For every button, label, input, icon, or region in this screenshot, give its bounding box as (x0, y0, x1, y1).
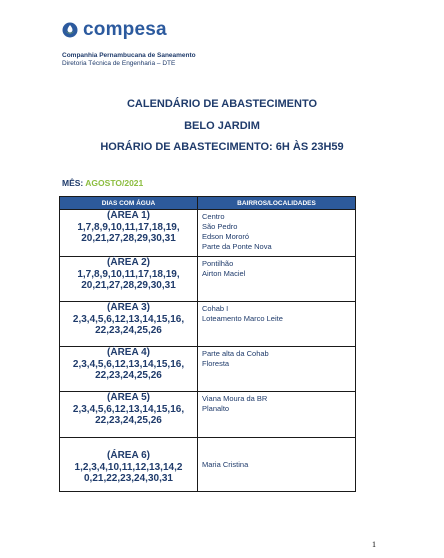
days-line: 0,21,22,23,24,30,31 (84, 473, 173, 484)
document-title: CALENDÁRIO DE ABASTECIMENTO (126, 98, 318, 110)
neighborhoods-cell (198, 257, 356, 302)
area-label: (ÁREA 2) (107, 257, 150, 268)
neighborhoods-cell (198, 438, 356, 492)
table-header-row (60, 197, 356, 210)
neighborhoods-cell (198, 210, 356, 257)
page-number: 1 (372, 540, 376, 549)
days-cell (60, 392, 198, 438)
table-row (60, 302, 356, 347)
days-line: 2,3,4,5,6,12,13,14,15,16, (72, 313, 185, 325)
days-cell (60, 347, 198, 392)
days-line: 2,3,4,5,6,12,13,14,15,16, (72, 403, 185, 415)
days-cell (60, 302, 198, 347)
neighborhood: Centro (202, 212, 225, 221)
days-line: 20,21,27,28,29,30,31 (81, 233, 176, 244)
neighborhood: Parte da Ponte Nova (202, 242, 272, 251)
table-row (60, 347, 356, 392)
neighborhood: Floresta (202, 359, 230, 368)
header-days: DIAS COM ÁGUA (60, 197, 198, 210)
days-cell (60, 438, 198, 492)
area-label: (ÁREA 4) (107, 347, 150, 358)
water-drop-logo-icon (62, 22, 78, 38)
table-row (60, 210, 356, 257)
neighborhoods-cell (198, 347, 356, 392)
days-line: 2,3,4,5,6,12,13,14,15,16, (72, 358, 185, 370)
company-name: Companhia Pernambucana de Saneamento (62, 52, 196, 59)
days-cell (60, 257, 198, 302)
neighborhood: Planalto (202, 404, 230, 413)
header-neighborhoods: BAIRROS/LOCALIDADES (198, 197, 356, 210)
neighborhoods-cell (198, 302, 356, 347)
area-label: (ÁREA 5) (107, 392, 150, 403)
days-line: 22,23,24,25,26 (95, 325, 162, 336)
schedule-hours-title: HORÁRIO DE ABASTECIMENTO: 6H ÀS 23H59 (100, 141, 344, 153)
neighborhoods-cell (198, 392, 356, 438)
neighborhood: Parte alta da Cohab (202, 349, 269, 358)
neighborhood: Loteamento Marco Leite (202, 314, 283, 323)
neighborhood: Viana Moura da BR (202, 394, 268, 403)
days-line: 22,23,24,25,26 (95, 415, 162, 426)
month-label: MÊS: (62, 178, 84, 188)
table-row (60, 438, 356, 492)
neighborhood: Cohab I (202, 304, 229, 313)
logo-text: compesa (83, 19, 167, 40)
days-line: 20,21,27,28,29,30,31 (81, 280, 176, 291)
neighborhood: Pontilhão (202, 259, 234, 268)
days-line: 1,7,8,9,10,11,17,18,19, (77, 221, 180, 233)
days-line: 1,7,8,9,10,11,17,18,19, (77, 268, 180, 280)
compesa-logo (62, 19, 167, 41)
table-row (60, 257, 356, 302)
supply-calendar-table (59, 196, 356, 492)
area-label: (ÁREA 3) (107, 302, 150, 313)
department-name: Diretoria Técnica de Engenharia – DTE (62, 60, 176, 67)
area-label: (ÁREA 6) (107, 450, 150, 461)
table-row (60, 392, 356, 438)
area-label: (ÁREA 1) (107, 210, 150, 221)
neighborhood: Maria Cristina (202, 459, 249, 469)
neighborhood: Edson Mororó (202, 232, 250, 241)
city-title: BELO JARDIM (184, 120, 260, 132)
neighborhood: São Pedro (202, 222, 238, 231)
days-line: 1,2,3,4,10,11,12,13,14,2 (74, 461, 183, 473)
days-cell (60, 210, 198, 257)
neighborhood: Airton Maciel (202, 269, 246, 278)
days-line: 22,23,24,25,26 (95, 370, 162, 381)
month-line (62, 178, 143, 188)
month-value: AGOSTO/2021 (85, 178, 144, 188)
